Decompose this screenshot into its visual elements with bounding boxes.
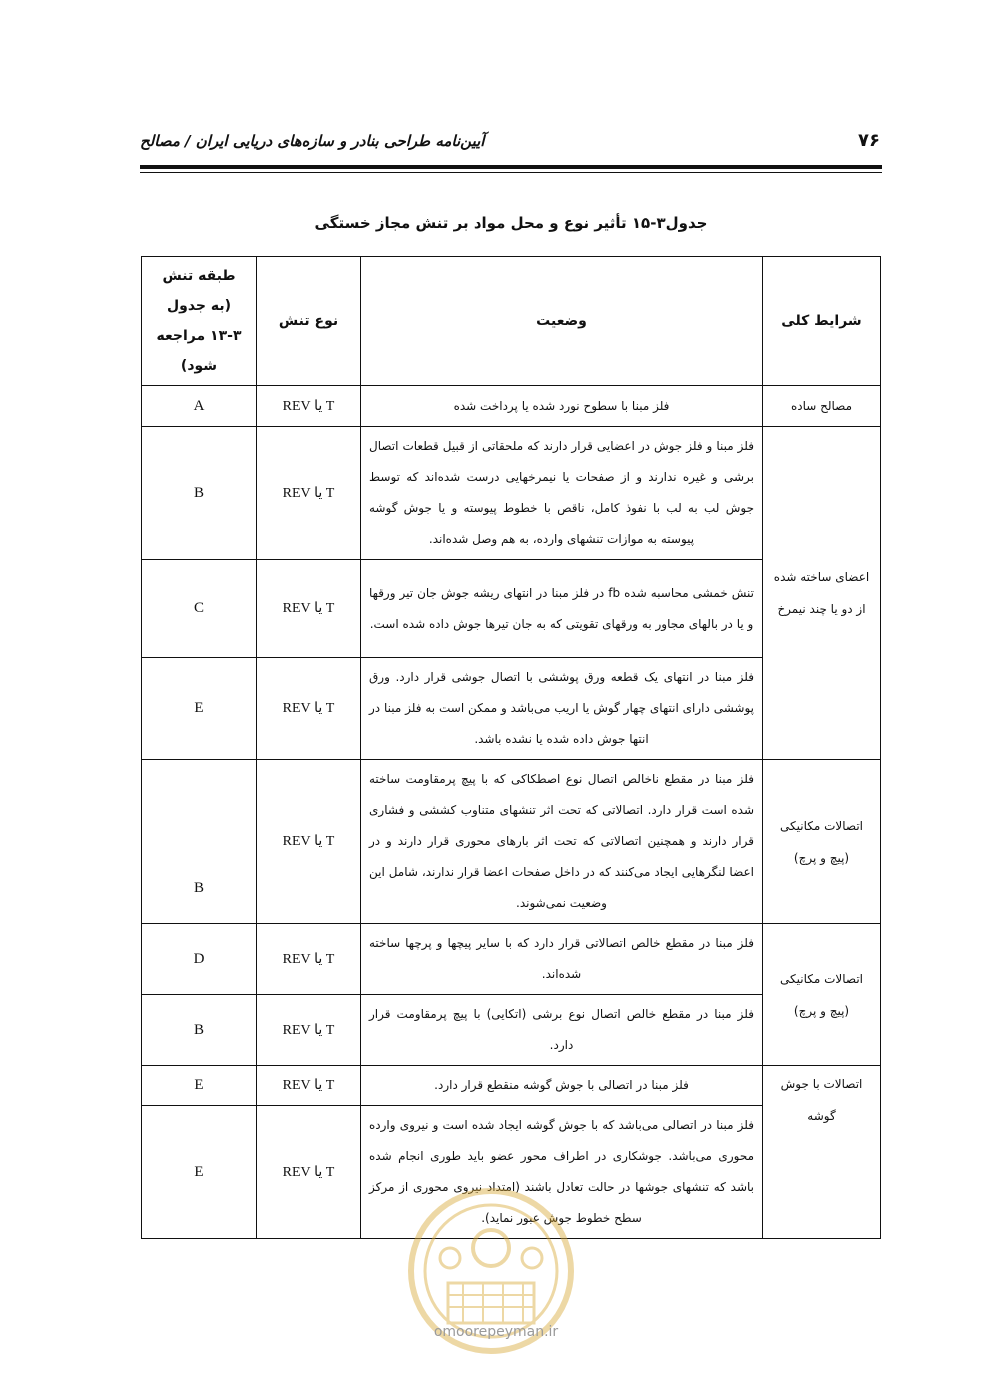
running-title: آیین‌نامه طراحی بنادر و سازه‌های دریایی ایران / مصالح xyxy=(140,132,485,150)
header-stress-category: طبقه تنش (به جدول ۳-۱۳ مراجعه شود) xyxy=(142,257,257,386)
stress-type-cell: T یا REV xyxy=(257,560,361,658)
stress-type-cell: T یا REV xyxy=(257,760,361,924)
situation-cell: فلز مبنا و فلز جوش در اعضایی قرار دارند که ملحقاتی از قبیل قطعات اتصال برشی و غیره ندارند و از صفحات یا نیمرخهایی درست شده‌اند که توسط جوش لب به لب با نفوذ کامل، ناقص با خطوط پیوسته و یا جوش گوشه پیوسته به موازات تنشهای وارده، به هم وصل شده‌اند. xyxy=(361,427,763,560)
table-row xyxy=(142,386,881,427)
situation-cell: تنش خمشی محاسبه شده fb در فلز مبنا در انتهای ریشه جوش جان تیر ورقها و یا در بالهای مجاور به ورقهای تقویتی که به جان تیرها جوش داده شده است. xyxy=(361,560,763,658)
situation-cell: فلز مبنا در مقطع خالص اتصال نوع برشی (اتکایی) با پیچ پرمقاومت قرار دارد. xyxy=(361,995,763,1066)
header-rule-thick xyxy=(140,165,882,169)
stress-type-cell: T یا REV xyxy=(257,386,361,427)
table-row xyxy=(142,760,881,924)
table-caption: جدول۳-۱۵ تأثیر نوع و محل مواد بر تنش مجاز خستگی xyxy=(314,214,708,232)
conditions-cell: اتصالات مکانیکی (پیچ و پرچ) xyxy=(763,924,881,1066)
stress-category-cell: E xyxy=(142,1066,257,1106)
table-header-row xyxy=(142,257,881,386)
situation-cell: فلز مبنا در اتصالی می‌باشد که با جوش گوشه ایجاد شده است و نیروی وارده محوری می‌باشد. جوشکاری در اطراف محور عضو باید طوری انجام شده باشد که تنشهای جوشها در حالت تعادل باشند (امتداد نیروی محوری از مرکز سطح خطوط جوش عبور نماید). xyxy=(361,1106,763,1239)
page-header xyxy=(140,128,882,158)
stress-type-cell: T یا REV xyxy=(257,1106,361,1239)
stress-type-cell: T یا REV xyxy=(257,924,361,995)
situation-cell: فلز مبنا با سطوح نورد شده یا پرداخت شده xyxy=(361,386,763,427)
header-conditions: شرایط کلی xyxy=(763,257,881,386)
stress-category-cell: E xyxy=(142,658,257,760)
header-situation: وضعیت xyxy=(361,257,763,386)
header-stress-type: نوع تنش xyxy=(257,257,361,386)
stress-category-cell: B xyxy=(142,427,257,560)
conditions-cell: اعضای ساخته شده از دو یا چند نیمرخ xyxy=(763,427,881,760)
stress-category-cell: E xyxy=(142,1106,257,1239)
table-row xyxy=(142,427,881,560)
situation-cell: فلز مبنا در مقطع خالص اتصالاتی قرار دارد که با سایر پیچها و پرچها ساخته شده‌اند. xyxy=(361,924,763,995)
page-number: ۷۶ xyxy=(858,130,880,151)
table-row xyxy=(142,1066,881,1106)
header-rule-thin xyxy=(140,172,882,173)
situation-cell: فلز مبنا در مقطع ناخالص اتصال نوع اصطکاکی که با پیچ پرمقاومت ساخته شده است قرار دارد. اتصالاتی که تحت اثر تنشهای متناوب کششی و فشاری قرار دارند و همچنین اتصالاتی که تحت اثر بارهای محوری قرار دارند و در اعضا لنگرهایی ایجاد می‌کنند که در داخل صفحات اعضا قرار ندارند، شامل این وضعیت نمی‌شوند. xyxy=(361,760,763,924)
stress-type-cell: T یا REV xyxy=(257,1066,361,1106)
stress-category-cell: C xyxy=(142,560,257,658)
footer-url: omoorepeyman.ir xyxy=(433,1324,559,1340)
situation-cell: فلز مبنا در انتهای یک قطعه ورق پوششی با اتصال جوشی قرار دارد. ورق پوششی دارای انتهای چهار گوش یا اریب می‌باشد و ممکن است به فلز مبنا در انتها جوش داده شده یا نشده باشد. xyxy=(361,658,763,760)
stress-category-cell: D xyxy=(142,924,257,995)
conditions-cell: اتصالات مکانیکی (پیچ و پرچ) xyxy=(763,760,881,924)
stress-type-cell: T یا REV xyxy=(257,658,361,760)
conditions-cell: مصالح ساده xyxy=(763,386,881,427)
stress-type-cell: T یا REV xyxy=(257,995,361,1066)
stress-type-cell: T یا REV xyxy=(257,427,361,560)
conditions-cell: اتصالات با جوش گوشه xyxy=(763,1066,881,1239)
stress-category-cell: B xyxy=(142,760,257,924)
fatigue-table xyxy=(141,256,881,1239)
situation-cell: فلز مبنا در اتصالی با جوش گوشه منقطع قرار دارد. xyxy=(361,1066,763,1106)
stress-category-cell: A xyxy=(142,386,257,427)
table-row xyxy=(142,924,881,995)
stress-category-cell: B xyxy=(142,995,257,1066)
